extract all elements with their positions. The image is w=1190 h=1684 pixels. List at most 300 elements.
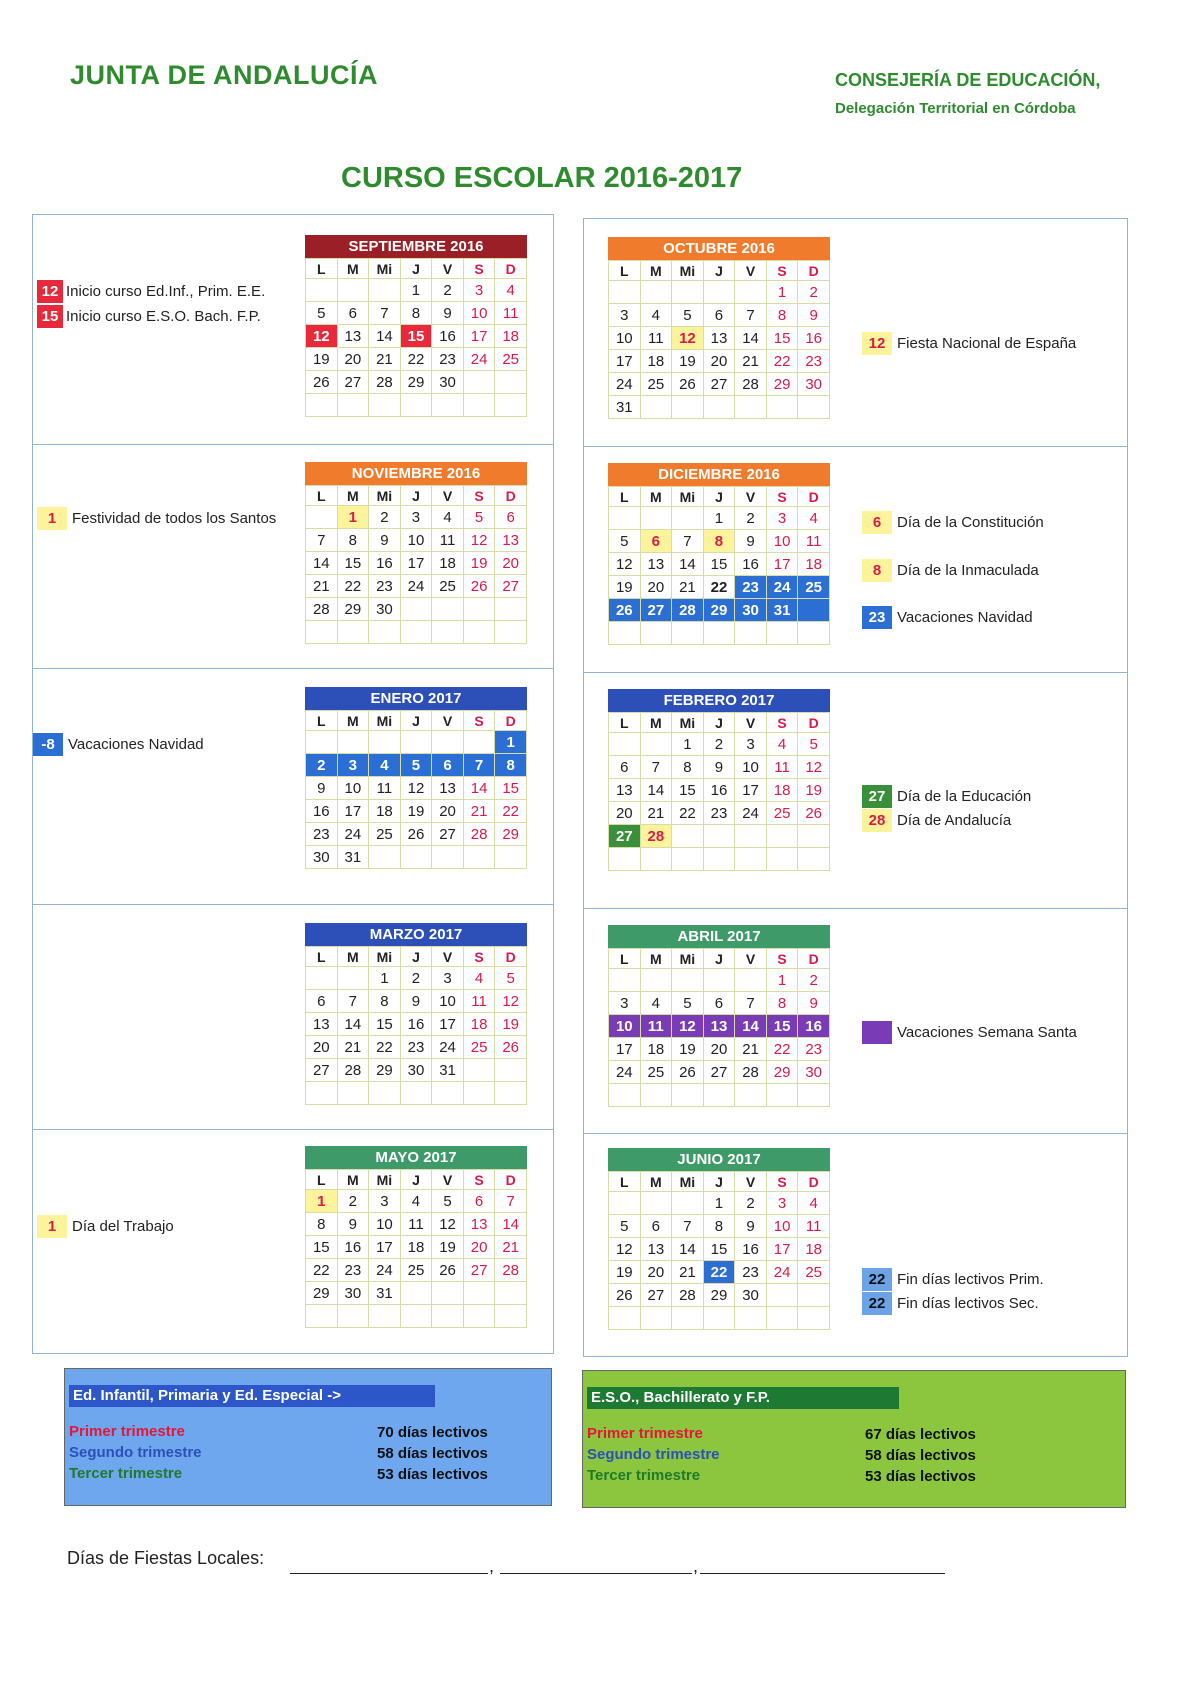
- day-cell: 26: [609, 599, 641, 622]
- empty-cell: [369, 1082, 401, 1105]
- empty-cell: [306, 621, 338, 644]
- day-cell: 26: [463, 575, 495, 598]
- event-todos-santos: [37, 507, 276, 530]
- month-title: ENERO 2017: [305, 687, 527, 710]
- weekday-header: Mi: [672, 261, 704, 281]
- weekday-header: J: [400, 486, 432, 506]
- empty-cell: [369, 1305, 401, 1328]
- day-cell: 14: [672, 553, 704, 576]
- day-cell: 19: [495, 1013, 527, 1036]
- empty-cell: [400, 1282, 432, 1305]
- day-cell: 9: [798, 992, 830, 1015]
- event-label: Día de la Educación: [897, 788, 1032, 805]
- day-cell: 27: [703, 1061, 735, 1084]
- empty-cell: [798, 848, 830, 871]
- local-holiday-blank-1[interactable]: [290, 1573, 488, 1574]
- month-title: MAYO 2017: [305, 1146, 527, 1169]
- event-label: Fin días lectivos Sec.: [897, 1295, 1039, 1312]
- day-cell: 16: [735, 553, 767, 576]
- day-cell: 21: [735, 1038, 767, 1061]
- month-title: NOVIEMBRE 2016: [305, 462, 527, 485]
- day-cell: 25: [463, 1036, 495, 1059]
- month-title: FEBRERO 2017: [608, 689, 830, 712]
- delegation-name: Delegación Territorial en Córdoba: [835, 100, 1076, 117]
- weekday-header: M: [337, 259, 369, 279]
- day-cell: 26: [798, 802, 830, 825]
- empty-cell: [369, 731, 401, 754]
- weekday-header: Mi: [369, 711, 401, 731]
- weekday-header: D: [798, 261, 830, 281]
- empty-cell: [306, 1305, 338, 1328]
- month-title: SEPTIEMBRE 2016: [305, 235, 527, 258]
- day-cell: 26: [495, 1036, 527, 1059]
- day-cell: 23: [400, 1036, 432, 1059]
- weekday-header: D: [798, 949, 830, 969]
- day-cell: 26: [672, 373, 704, 396]
- day-cell: 23: [369, 575, 401, 598]
- event-inicio-eso: [37, 305, 261, 328]
- day-cell: 22: [337, 575, 369, 598]
- trimestre-2: Segundo trimestre: [587, 1446, 720, 1463]
- day-cell: 24: [432, 1036, 464, 1059]
- empty-cell: [306, 967, 338, 990]
- trimestre-3: Tercer trimestre: [587, 1467, 701, 1484]
- empty-cell: [672, 1192, 704, 1215]
- day-cell: 17: [609, 1038, 641, 1061]
- day-cell: 26: [609, 1284, 641, 1307]
- day-cell: 4: [798, 1192, 830, 1215]
- day-cell: 2: [735, 507, 767, 530]
- day-cell: 6: [703, 304, 735, 327]
- month-grid: [608, 948, 830, 1107]
- weekday-header: D: [798, 487, 830, 507]
- day-cell: 16: [735, 1238, 767, 1261]
- month-grid: [305, 1169, 527, 1328]
- month-title: ABRIL 2017: [608, 925, 830, 948]
- day-cell: 28: [735, 1061, 767, 1084]
- day-cell: 7: [672, 530, 704, 553]
- empty-cell: [400, 621, 432, 644]
- day-cell: 19: [400, 800, 432, 823]
- day-cell: 26: [672, 1061, 704, 1084]
- event-dia-trabajo: [37, 1215, 174, 1238]
- day-cell: 8: [672, 756, 704, 779]
- day-cell: 25: [640, 1061, 672, 1084]
- day-cell: 21: [337, 1036, 369, 1059]
- day-cell: 20: [306, 1036, 338, 1059]
- day-cell: 4: [766, 733, 798, 756]
- weekday-header: L: [609, 1172, 641, 1192]
- day-cell: 16: [703, 779, 735, 802]
- day-cell: 11: [766, 756, 798, 779]
- day-cell: 8: [703, 530, 735, 553]
- weekday-header: Mi: [369, 486, 401, 506]
- day-cell: 17: [369, 1236, 401, 1259]
- empty-cell: [703, 848, 735, 871]
- day-cell: 29: [337, 598, 369, 621]
- event-fin-prim: [862, 1268, 1044, 1291]
- event-label: Día de Andalucía: [897, 812, 1012, 829]
- day-cell: 28: [495, 1259, 527, 1282]
- event-inmaculada: [862, 559, 1039, 582]
- empty-cell: [369, 279, 401, 302]
- day-cell: 19: [463, 552, 495, 575]
- day-cell: 27: [640, 1284, 672, 1307]
- day-cell: 10: [400, 529, 432, 552]
- day-cell: 23: [306, 823, 338, 846]
- day-cell: 18: [495, 325, 527, 348]
- empty-cell: [495, 1282, 527, 1305]
- empty-cell: [798, 622, 830, 645]
- day-cell: 13: [306, 1013, 338, 1036]
- day-cell: 27: [337, 371, 369, 394]
- event-badge: -8: [33, 733, 63, 756]
- day-cell: 15: [703, 1238, 735, 1261]
- empty-cell: [463, 1305, 495, 1328]
- day-cell: 29: [703, 1284, 735, 1307]
- empty-cell: [495, 846, 527, 869]
- empty-cell: [432, 1305, 464, 1328]
- weekday-header: D: [495, 711, 527, 731]
- day-cell: 8: [400, 302, 432, 325]
- month-grid: [305, 710, 527, 869]
- day-cell: 22: [400, 348, 432, 371]
- empty-cell: [672, 1084, 704, 1107]
- day-cell: 12: [400, 777, 432, 800]
- empty-cell: [337, 1305, 369, 1328]
- day-cell: 26: [432, 1259, 464, 1282]
- event-badge: 8: [862, 559, 892, 582]
- day-cell: 17: [463, 325, 495, 348]
- empty-cell: [640, 969, 672, 992]
- day-cell: 21: [495, 1236, 527, 1259]
- day-cell: 20: [337, 348, 369, 371]
- dias-1: 70 días lectivos: [377, 1424, 488, 1441]
- empty-cell: [672, 507, 704, 530]
- day-cell: 27: [463, 1259, 495, 1282]
- day-cell: 22: [495, 800, 527, 823]
- day-cell: 17: [432, 1013, 464, 1036]
- empty-cell: [609, 969, 641, 992]
- empty-cell: [432, 1282, 464, 1305]
- day-cell: 22: [766, 1038, 798, 1061]
- empty-cell: [703, 1084, 735, 1107]
- day-cell: 4: [798, 507, 830, 530]
- weekday-header: Mi: [672, 1172, 704, 1192]
- empty-cell: [400, 394, 432, 417]
- empty-cell: [495, 621, 527, 644]
- weekday-header: J: [400, 1170, 432, 1190]
- day-cell: 30: [337, 1282, 369, 1305]
- day-cell: 12: [463, 529, 495, 552]
- empty-cell: [735, 969, 767, 992]
- empty-cell: [703, 622, 735, 645]
- day-cell: 25: [798, 1261, 830, 1284]
- calendar-mayo: [305, 1146, 527, 1328]
- calendar-abril: [608, 925, 830, 1107]
- month-title: JUNIO 2017: [608, 1148, 830, 1171]
- day-cell: 10: [432, 990, 464, 1013]
- weekday-header: S: [463, 259, 495, 279]
- empty-cell: [337, 731, 369, 754]
- weekday-header: V: [735, 261, 767, 281]
- day-cell: 7: [463, 754, 495, 777]
- weekday-header: J: [703, 1172, 735, 1192]
- day-cell: 29: [766, 1061, 798, 1084]
- calendar-diciembre: [608, 463, 830, 645]
- weekday-header: M: [337, 486, 369, 506]
- day-cell: 20: [640, 1261, 672, 1284]
- empty-cell: [337, 1082, 369, 1105]
- day-cell: 2: [369, 506, 401, 529]
- day-cell: 13: [432, 777, 464, 800]
- empty-cell: [672, 969, 704, 992]
- day-cell: 27: [432, 823, 464, 846]
- day-cell: 19: [672, 1038, 704, 1061]
- empty-cell: [337, 621, 369, 644]
- weekday-header: J: [400, 947, 432, 967]
- day-cell: 20: [640, 576, 672, 599]
- day-cell: 6: [432, 754, 464, 777]
- local-holiday-blank-2[interactable]: [500, 1573, 692, 1574]
- day-cell: 1: [766, 969, 798, 992]
- day-cell: 15: [766, 1015, 798, 1038]
- weekday-header: D: [495, 1170, 527, 1190]
- calendar-junio: [608, 1148, 830, 1330]
- day-cell: 2: [703, 733, 735, 756]
- trimestre-2: Segundo trimestre: [69, 1444, 202, 1461]
- day-cell: 7: [672, 1215, 704, 1238]
- empty-cell: [609, 1084, 641, 1107]
- day-cell: 10: [337, 777, 369, 800]
- day-cell: 16: [432, 325, 464, 348]
- empty-cell: [798, 1307, 830, 1330]
- day-cell: 24: [369, 1259, 401, 1282]
- day-cell: 24: [735, 802, 767, 825]
- day-cell: 16: [400, 1013, 432, 1036]
- empty-cell: [432, 598, 464, 621]
- empty-cell: [766, 848, 798, 871]
- day-cell: 28: [337, 1059, 369, 1082]
- comma-separator: ,: [489, 1556, 495, 1576]
- event-label: Día de la Inmaculada: [897, 562, 1039, 579]
- empty-cell: [735, 825, 767, 848]
- day-cell: 6: [306, 990, 338, 1013]
- empty-cell: [306, 506, 338, 529]
- day-cell: 23: [735, 1261, 767, 1284]
- empty-cell: [640, 1192, 672, 1215]
- empty-cell: [766, 1084, 798, 1107]
- month-grid: [305, 485, 527, 644]
- day-cell: 12: [672, 1015, 704, 1038]
- empty-cell: [640, 1307, 672, 1330]
- day-cell: 9: [703, 756, 735, 779]
- day-cell: 3: [432, 967, 464, 990]
- day-cell: 27: [306, 1059, 338, 1082]
- day-cell: 23: [432, 348, 464, 371]
- weekday-header: M: [640, 713, 672, 733]
- day-cell: 25: [798, 576, 830, 599]
- empty-cell: [735, 622, 767, 645]
- empty-cell: [432, 1082, 464, 1105]
- empty-cell: [400, 1082, 432, 1105]
- day-cell: 8: [703, 1215, 735, 1238]
- weekday-header: Mi: [369, 947, 401, 967]
- day-cell: 12: [798, 756, 830, 779]
- empty-cell: [766, 622, 798, 645]
- day-cell: 18: [640, 1038, 672, 1061]
- empty-cell: [463, 731, 495, 754]
- weekday-header: L: [306, 947, 338, 967]
- weekday-header: M: [640, 487, 672, 507]
- weekday-header: V: [432, 1170, 464, 1190]
- day-cell: 23: [798, 350, 830, 373]
- day-cell: 29: [703, 599, 735, 622]
- day-cell: 3: [766, 507, 798, 530]
- weekday-header: V: [432, 486, 464, 506]
- day-cell: 15: [766, 327, 798, 350]
- weekday-header: S: [766, 261, 798, 281]
- day-cell: 25: [432, 575, 464, 598]
- empty-cell: [609, 733, 641, 756]
- day-cell: 13: [640, 1238, 672, 1261]
- dias-2: 58 días lectivos: [377, 1445, 488, 1462]
- day-cell: 10: [766, 1215, 798, 1238]
- day-cell: 15: [337, 552, 369, 575]
- empty-cell: [495, 1059, 527, 1082]
- empty-cell: [766, 1307, 798, 1330]
- event-label: Vacaciones Semana Santa: [897, 1024, 1077, 1041]
- day-cell: 13: [463, 1213, 495, 1236]
- day-cell: 9: [369, 529, 401, 552]
- empty-cell: [337, 967, 369, 990]
- day-cell: 14: [369, 325, 401, 348]
- day-cell: 7: [495, 1190, 527, 1213]
- empty-cell: [672, 396, 704, 419]
- trimestre-1: Primer trimestre: [69, 1423, 185, 1440]
- event-badge: 15: [37, 305, 63, 328]
- day-cell: 29: [766, 373, 798, 396]
- day-cell: 3: [369, 1190, 401, 1213]
- day-cell: 20: [609, 802, 641, 825]
- weekday-header: Mi: [672, 713, 704, 733]
- day-cell: 12: [495, 990, 527, 1013]
- day-cell: 15: [672, 779, 704, 802]
- empty-cell: [463, 394, 495, 417]
- day-cell: 6: [640, 530, 672, 553]
- day-cell: 31: [766, 599, 798, 622]
- day-cell: 17: [400, 552, 432, 575]
- weekday-header: S: [766, 1172, 798, 1192]
- empty-cell: [640, 281, 672, 304]
- day-cell: 5: [306, 302, 338, 325]
- event-badge: 22: [862, 1268, 892, 1291]
- empty-cell: [463, 1059, 495, 1082]
- weekday-header: J: [400, 259, 432, 279]
- day-cell: 21: [672, 576, 704, 599]
- summary-title: E.S.O., Bachillerato y F.P.: [587, 1387, 899, 1409]
- local-holiday-blank-3[interactable]: [700, 1573, 945, 1574]
- day-cell: 17: [337, 800, 369, 823]
- day-cell: 8: [766, 992, 798, 1015]
- day-cell: 14: [672, 1238, 704, 1261]
- day-cell: 4: [495, 279, 527, 302]
- day-cell: 19: [306, 348, 338, 371]
- day-cell: 6: [463, 1190, 495, 1213]
- weekday-header: S: [766, 949, 798, 969]
- event-badge: 23: [862, 606, 892, 629]
- day-cell: 13: [703, 327, 735, 350]
- day-cell: 26: [400, 823, 432, 846]
- day-cell: 9: [400, 990, 432, 1013]
- comma-separator: ,: [693, 1556, 699, 1576]
- day-cell: 10: [735, 756, 767, 779]
- day-cell: 16: [337, 1236, 369, 1259]
- day-cell: 13: [703, 1015, 735, 1038]
- weekday-header: M: [337, 711, 369, 731]
- day-cell: 28: [369, 371, 401, 394]
- day-cell: 10: [369, 1213, 401, 1236]
- day-cell: 13: [640, 553, 672, 576]
- day-cell: 27: [640, 599, 672, 622]
- event-label: Día de la Constitución: [897, 514, 1044, 531]
- calendar-febrero: [608, 689, 830, 871]
- day-cell: 2: [306, 754, 338, 777]
- day-cell: 14: [463, 777, 495, 800]
- weekday-header: S: [463, 711, 495, 731]
- empty-cell: [735, 396, 767, 419]
- empty-cell: [672, 825, 704, 848]
- weekday-header: D: [495, 486, 527, 506]
- day-cell: 10: [463, 302, 495, 325]
- day-cell: 12: [609, 553, 641, 576]
- day-cell: 30: [432, 371, 464, 394]
- day-cell: 1: [672, 733, 704, 756]
- empty-cell: [703, 281, 735, 304]
- day-cell: 7: [306, 529, 338, 552]
- day-cell: 4: [432, 506, 464, 529]
- day-cell: 1: [703, 1192, 735, 1215]
- empty-cell: [432, 621, 464, 644]
- day-cell: 22: [369, 1036, 401, 1059]
- day-cell: 2: [400, 967, 432, 990]
- weekday-header: D: [495, 259, 527, 279]
- day-cell: 18: [463, 1013, 495, 1036]
- day-cell: 19: [432, 1236, 464, 1259]
- day-cell: 11: [432, 529, 464, 552]
- weekday-header: S: [766, 713, 798, 733]
- empty-cell: [640, 622, 672, 645]
- event-badge: 1: [37, 507, 67, 530]
- day-cell: 29: [495, 823, 527, 846]
- day-cell: 12: [609, 1238, 641, 1261]
- weekday-header: Mi: [369, 259, 401, 279]
- day-cell: 25: [640, 373, 672, 396]
- empty-cell: [798, 396, 830, 419]
- empty-cell: [463, 598, 495, 621]
- weekday-header: S: [766, 487, 798, 507]
- day-cell: 8: [337, 529, 369, 552]
- day-cell: 6: [640, 1215, 672, 1238]
- day-cell: 3: [337, 754, 369, 777]
- day-cell: 13: [495, 529, 527, 552]
- day-cell: 15: [703, 553, 735, 576]
- day-cell: 7: [735, 304, 767, 327]
- weekday-header: S: [463, 486, 495, 506]
- weekday-header: L: [609, 713, 641, 733]
- day-cell: 24: [766, 576, 798, 599]
- weekday-header: V: [735, 487, 767, 507]
